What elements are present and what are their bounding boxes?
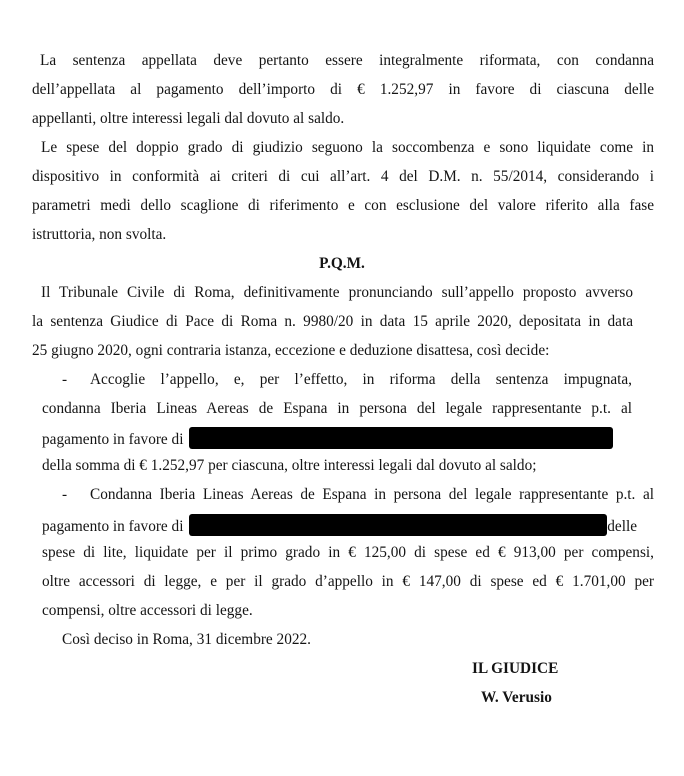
bullet-dash-2: - [62, 486, 68, 503]
pqm-heading: P.Q.M. [319, 255, 365, 272]
closing-line: Così deciso in Roma, 31 dicembre 2022. [62, 631, 311, 648]
paragraph-2-line-1: Le spese del doppio grado di giudizio seguono la soccombenza e sono liquidate come in [41, 139, 654, 156]
item-1-line-2: condanna Iberia Lineas Aereas de Espana in persona del legale rappresentante p.t. al [42, 400, 632, 417]
item-2-line-2-text: pagamento in favore di [42, 518, 184, 535]
item-2-line-5: compensi, oltre accessori di legge. [42, 602, 253, 619]
paragraph-3-line-3: 25 giugno 2020, ogni contraria istanza, eccezione e deduzione disattesa, così decide: [32, 342, 550, 359]
paragraph-2-line-4: istruttoria, non svolta. [32, 226, 167, 243]
item-1-line-3 [42, 427, 613, 450]
item-2-line-1: Condanna Iberia Lineas Aereas de Espana in persona del legale rappresentante p.t. al [90, 486, 654, 503]
item-1-line-1: Accoglie l’appello, e, per l’effetto, in riforma della sentenza impugnata, [90, 371, 632, 388]
redacted-name-1 [189, 427, 613, 449]
item-2-line-2-tail: delle [607, 518, 638, 535]
paragraph-2-line-3: parametri medi dello scaglione di riferimento e con esclusione del valore riferito alla fase [32, 197, 654, 214]
paragraph-3-line-1: Il Tribunale Civile di Roma, definitivamente pronunciando sull’appello proposto avverso [41, 284, 633, 301]
signature-title: IL GIUDICE [472, 660, 559, 677]
paragraph-2-line-2: dispositivo in conformità ai criteri di cui all’art. 4 del D.M. n. 55/2014, considerando i [32, 168, 654, 185]
paragraph-3-line-2: la sentenza Giudice di Pace di Roma n. 9980/20 in data 15 aprile 2020, depositata in data [32, 313, 633, 330]
paragraph-1-line-3: appellanti, oltre interessi legali dal dovuto al saldo. [32, 110, 345, 127]
redacted-name-2 [189, 514, 607, 536]
item-1-line-4: della somma di € 1.252,97 per ciascuna, oltre interessi legali dal dovuto al saldo; [42, 457, 537, 474]
paragraph-1-line-2: dell’appellata al pagamento dell’importo di € 1.252,97 in favore di ciascuna delle [32, 81, 654, 98]
bullet-dash-1: - [62, 371, 68, 388]
item-2-line-4: oltre accessori di legge, e per il grado d’appello in € 147,00 di spese ed € 1.701,00 per [42, 573, 654, 590]
item-2-line-3: spese di lite, liquidate per il primo grado in € 125,00 di spese ed € 913,00 per compensi, [42, 544, 654, 561]
item-1-line-3-text: pagamento in favore di [42, 431, 184, 448]
paragraph-1-line-1: La sentenza appellata deve pertanto essere integralmente riformata, con condanna [40, 52, 654, 69]
signature-name: W. Verusio [481, 689, 552, 706]
item-2-line-2 [42, 514, 637, 537]
